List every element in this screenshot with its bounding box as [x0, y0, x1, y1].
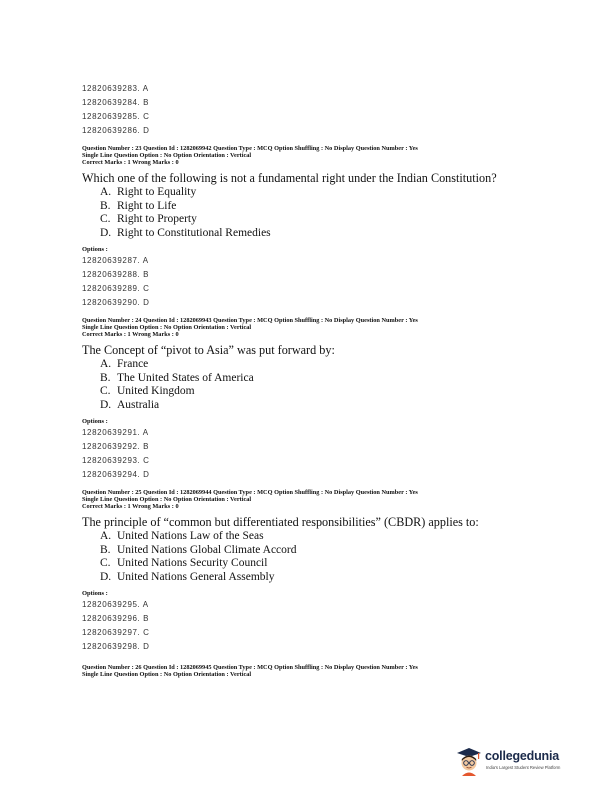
choice-list [100, 358, 522, 412]
meta-line: Single Line Question Option : No Option Orientation : Vertical [82, 152, 252, 159]
choice-item [100, 557, 522, 571]
choice-item [100, 571, 522, 585]
choice-item [100, 372, 522, 386]
question-meta [82, 664, 522, 678]
choice-letter: D. [100, 570, 112, 583]
marks-line: Correct Marks : 1 Wrong Marks : 0 [82, 331, 179, 338]
logo-wordmark: collegedunia [485, 749, 560, 763]
choice-text: Right to Constitutional Remedies [117, 226, 271, 239]
choice-text: France [117, 358, 149, 370]
choice-letter: B. [100, 199, 111, 212]
choice-letter: D. [100, 226, 112, 239]
choice-letter: A. [100, 358, 112, 370]
choice-item [100, 186, 522, 200]
option-id: 12820639287. A [82, 256, 149, 265]
meta-line: Single Line Question Option : No Option Orientation : Vertical [82, 671, 252, 678]
question-23 [82, 145, 522, 310]
choice-letter: C. [100, 557, 111, 569]
choice-text: United Kingdom [117, 385, 195, 397]
choice-item [100, 213, 522, 227]
marks-line: Correct Marks : 1 Wrong Marks : 0 [82, 159, 179, 166]
options-label: Options : [82, 418, 108, 425]
options-list [82, 426, 522, 482]
question-25 [82, 489, 522, 654]
options-label: Options : [82, 246, 108, 253]
option-id: 12820639290. D [82, 298, 150, 307]
choice-text: Right to Life [117, 199, 177, 212]
option-id: 12820639286. D [82, 126, 150, 135]
meta-line: Question Number : 24 Question Id : 1282069943 Question Type : MCQ Option Shuffling : No Display Question Number : Yes [82, 317, 418, 324]
meta-line: Single Line Question Option : No Option Orientation : Vertical [82, 324, 252, 331]
meta-line: Question Number : 25 Question Id : 1282069944 Question Type : MCQ Option Shuffling : No Display Question Number : Yes [82, 489, 418, 496]
top-options-list [82, 82, 522, 138]
choice-letter: C. [100, 385, 111, 397]
choice-item [100, 399, 522, 413]
choice-text: United Nations General Assembly [117, 570, 275, 583]
question-text: The Concept of “pivot to Asia” was put forward by: [82, 343, 335, 357]
option-id: 12820639293. C [82, 456, 150, 465]
choice-letter: D. [100, 398, 112, 411]
question-paper-page [82, 82, 522, 683]
option-id: 12820639283. A [82, 84, 149, 93]
meta-line: Single Line Question Option : No Option Orientation : Vertical [82, 496, 252, 503]
choice-item [100, 544, 522, 558]
option-id: 12820639294. D [82, 470, 150, 479]
meta-line: Question Number : 26 Question Id : 1282069945 Question Type : MCQ Option Shuffling : No Display Question Number : Yes [82, 664, 418, 671]
logo-tagline: India's Largest Student Review Platform [486, 765, 561, 770]
options-list [82, 598, 522, 654]
choice-letter: C. [100, 213, 111, 225]
option-id: 12820639298. D [82, 642, 150, 651]
choice-text: United Nations Security Council [117, 557, 268, 569]
choice-item [100, 227, 522, 241]
question-meta [82, 489, 522, 510]
choice-item [100, 358, 522, 372]
options-label: Options : [82, 590, 108, 597]
choice-text: United Nations Law of the Seas [117, 530, 264, 542]
choice-item [100, 385, 522, 399]
question-meta [82, 317, 522, 338]
option-id: 12820639297. C [82, 628, 150, 637]
option-id: 12820639284. B [82, 98, 150, 107]
choice-list [100, 530, 522, 584]
option-id: 12820639296. B [82, 614, 150, 623]
question-meta [82, 145, 522, 166]
option-id: 12820639289. C [82, 284, 150, 293]
question-text: Which one of the following is not a fundamental right under the Indian Constitution? [82, 171, 497, 185]
choice-text: United Nations Global Climate Accord [117, 543, 297, 556]
marks-line: Correct Marks : 1 Wrong Marks : 0 [82, 503, 179, 510]
choice-letter: A. [100, 186, 112, 198]
student-mascot-icon [455, 746, 483, 776]
options-list [82, 254, 522, 310]
question-26 [82, 664, 522, 678]
option-id: 12820639292. B [82, 442, 150, 451]
collegedunia-logo[interactable] [455, 746, 575, 776]
choice-text: The United States of America [117, 371, 254, 384]
choice-list [100, 186, 522, 240]
question-24 [82, 317, 522, 482]
choice-text: Right to Equality [117, 186, 197, 198]
option-id: 12820639288. B [82, 270, 150, 279]
option-id: 12820639285. C [82, 112, 150, 121]
choice-text: Right to Property [117, 213, 197, 225]
option-id: 12820639295. A [82, 600, 149, 609]
option-id: 12820639291. A [82, 428, 149, 437]
question-text: The principle of “common but differentiated responsibilities” (CBDR) applies to: [82, 515, 479, 529]
meta-line: Question Number : 23 Question Id : 1282069942 Question Type : MCQ Option Shuffling : No Display Question Number : Yes [82, 145, 418, 152]
choice-letter: A. [100, 530, 112, 542]
choice-letter: B. [100, 543, 111, 556]
choice-text: Australia [117, 398, 160, 411]
choice-item [100, 530, 522, 544]
choice-item [100, 200, 522, 214]
choice-letter: B. [100, 371, 111, 384]
